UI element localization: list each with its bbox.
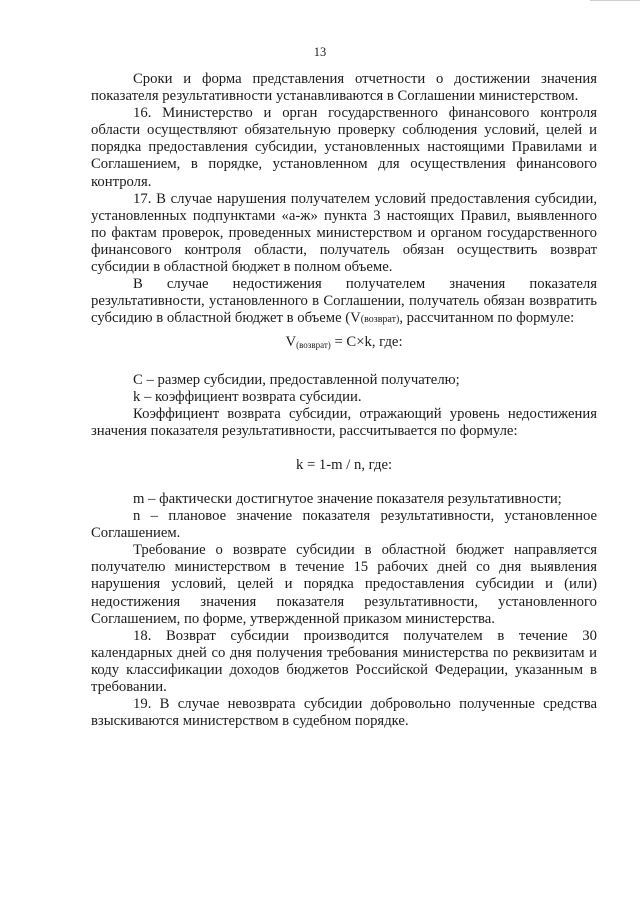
- definition-c: C – размер субсидии, предоставленной получателю;: [133, 371, 460, 388]
- formula-v: V: [285, 334, 297, 351]
- formula-rest: = C×k, где:: [330, 334, 403, 351]
- paragraph-non-achievement-suffix: , рассчитанном по формуле:: [399, 310, 575, 327]
- paragraph-16: 16. Министерство и орган государственного финансового контроля области осуществляют обязательную проверку соблюдения условий, целей и порядка предоставления субсидии, установленных настоящими Правилами и Соглашением, в порядке, установленном для осуществления финансового контроля.: [91, 105, 597, 190]
- paragraph-reporting-terms: Сроки и форма представления отчетности о достижении значения показателя результативности устанавливаются в Соглашении министерством.: [91, 71, 597, 105]
- formula-return-volume: [91, 334, 597, 354]
- definition-m: m – фактически достигнутое значение показателя результативности;: [133, 490, 562, 507]
- page-number: 13: [313, 45, 327, 59]
- paragraph-non-achievement: [91, 276, 597, 328]
- paragraph-coefficient: Коэффициент возврата субсидии, отражающий уровень недостижения значения показателя результативности, рассчитывается по формуле:: [91, 405, 597, 439]
- scan-edge-mark: [590, 0, 640, 1]
- document-body: [91, 71, 597, 730]
- definition-n: n – плановое значение показателя результативности, установленное Соглашением.: [91, 508, 597, 542]
- definition-k: k – коэффициент возврата субсидии.: [133, 388, 362, 405]
- formula-v-subscript: (возврат): [296, 340, 331, 351]
- paragraph-demand: Требование о возврате субсидии в областной бюджет направляется получателю министерством в течение 15 рабочих дней со дня выявления нарушения условий, целей и порядка предоставления субсидии и (или) недостижения значения показателя результативности, установленного Соглашением, по форме, утвержденной приказом министерства.: [91, 542, 597, 627]
- formula-coefficient: k = 1-m / n, где:: [295, 456, 393, 473]
- paragraph-19: 19. В случае невозврата субсидии добровольно полученные средства взыскиваются министерством в судебном порядке.: [91, 696, 597, 730]
- paragraph-17: 17. В случае нарушения получателем условий предоставления субсидии, установленных подпунктами «а-ж» пункта 3 настоящих Правил, выявленного по фактам проверок, проведенных министерством и органом государственного финансового контроля области, получатель обязан осуществить возврат субсидии в областной бюджет в полном объеме.: [91, 190, 597, 276]
- paragraph-non-achievement-sub: (возврат): [360, 314, 400, 326]
- paragraph-non-achievement-prefix: В случае недостижения получателем значения показателя результативности, установленного в Соглашении, получатель обязан возвратить субсидию в областной бюджет в объеме (V: [91, 276, 597, 327]
- paragraph-18: 18. Возврат субсидии производится получателем в течение 30 календарных дней со дня получения требования министерства по реквизитам и коду классификации доходов бюджетов Российской Федерации, указанным в требовании.: [91, 627, 597, 695]
